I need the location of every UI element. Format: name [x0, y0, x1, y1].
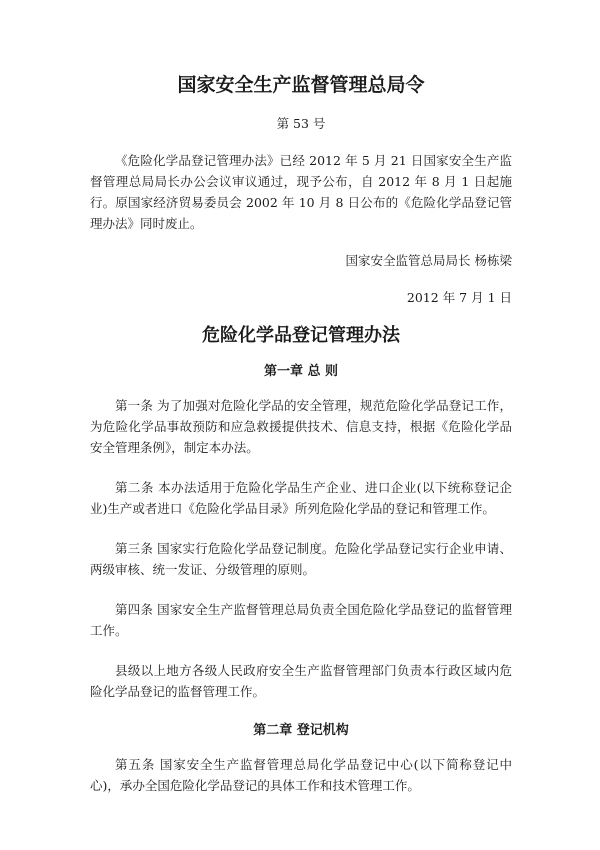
decree-body: 《危险化学品登记管理办法》已经 2012 年 5 月 21 日国家安全生产监督管理总局局长办公会议审议通过，现予公布，自 2012 年 8 月 1 日起施行。原国家经济贸易委员会 2002 年 10 月 8 日公布的《危险化学品登记管理办法》同时废止。 [90, 153, 512, 231]
decree-date: 2012 年 7 月 1 日 [406, 290, 512, 305]
article-paragraph: 第三条 国家实行危险化学品登记制度。危险化学品登记实行企业申请、两级审核、统一发证、分级管理的原则。 [90, 541, 512, 577]
decree-title: 国家安全生产监督管理总局令 [177, 74, 425, 96]
chapter-heading-2: 第二章 登记机构 [253, 723, 349, 738]
article-paragraph: 第四条 国家安全生产监督管理总局负责全国危险化学品登记的监督管理工作。 [90, 602, 512, 638]
chapter-heading-1: 第一章 总 则 [263, 364, 339, 379]
decree-signature: 国家安全监管总局局长 杨栋梁 [345, 253, 512, 268]
decree-number: 第 53 号 [276, 116, 326, 131]
page-content [90, 70, 512, 815]
article-paragraph: 第一条 为了加强对危险化学品的安全管理，规范危险化学品登记工作，为危险化学品事故预防和应急救援提供技术、信息支持，根据《危险化学品安全管理条例》，制定本办法。 [90, 398, 512, 455]
document-title: 危险化学品登记管理办法 [202, 325, 400, 346]
article-paragraph: 县级以上地方各级人民政府安全生产监督管理部门负责本行政区域内危险化学品登记的监督管理工作。 [90, 663, 512, 699]
article-paragraph: 第五条 国家安全生产监督管理总局化学品登记中心(以下简称登记中心)，承办全国危险化学品登记的具体工作和技术管理工作。 [90, 757, 512, 793]
article-paragraph: 第二条 本办法适用于危险化学品生产企业、进口企业(以下统称登记企业)生产或者进口《危险化学品目录》所列危险化学品的登记和管理工作。 [90, 480, 512, 516]
